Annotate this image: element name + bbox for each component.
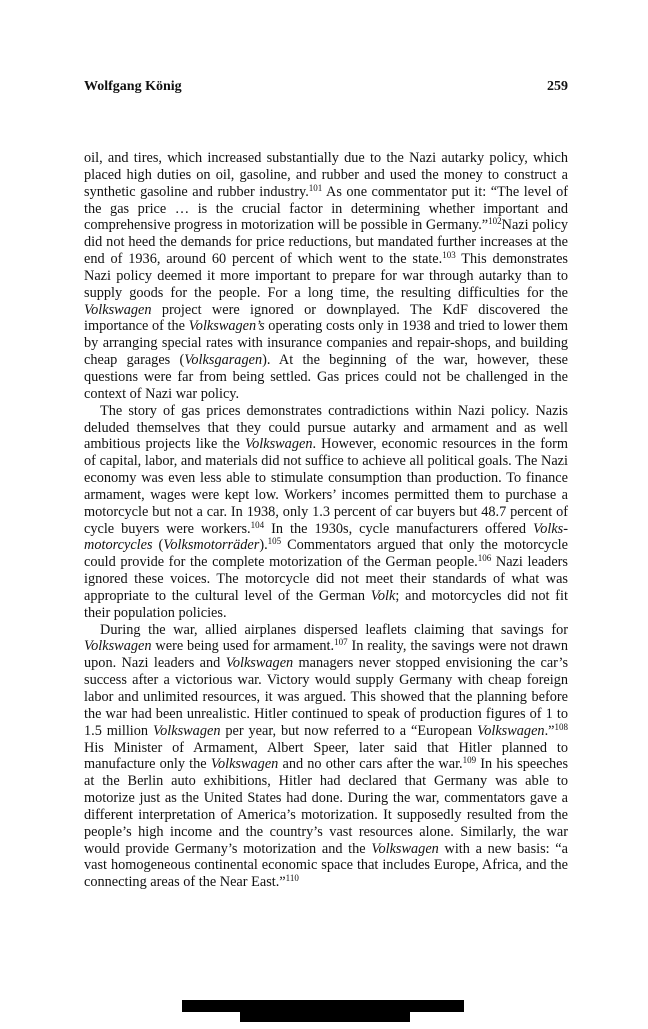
italic-term: Volkswagen [84, 301, 152, 318]
text-run: and no other cars after the war. [278, 756, 463, 773]
text-run: oil, and tires, which increased substantially due to the Nazi autarky policy, which placed high duties on oil, gasoline, and rubber and used the money to construct a synthetic gasoline and rubber industry. [84, 150, 568, 200]
italic-term: Volk [370, 587, 396, 604]
italic-term: Volksgaragen [184, 352, 263, 369]
italic-term: Volkswagen [84, 638, 152, 655]
italic-term: Volkswagen’s [188, 318, 265, 335]
text-run: The story of gas prices demonstrates contradictions within Nazi policy. Nazis deluded themselves that they could pursue autarky and armament and as well ambitious projects like the [84, 402, 568, 453]
footnote-ref: 108 [554, 721, 568, 732]
text-run: This demonstrates Nazi policy deemed it more important to prepare for war through autarky than to supply goods for the people. For a long time, the resulting difficulties for the [84, 251, 568, 301]
text-run: In reality, the savings were not drawn upon. Nazi leaders and [84, 638, 568, 672]
text-run: Nazi leaders ignored these voices. The motorcycle did not meet their standards of what was appropriate to the cultural level of the German [84, 554, 568, 604]
text-run: per year, but now referred to a “European [220, 722, 478, 739]
running-head [84, 79, 568, 99]
paragraph-1 [84, 150, 568, 403]
footnote-ref: 102 [488, 216, 502, 227]
paragraph-2 [84, 403, 568, 622]
text-run: ; and motorcycles did not fit their population policies. [84, 587, 568, 621]
footnote-ref: 103 [442, 250, 456, 261]
italic-term: Volkswagen [225, 655, 294, 672]
footnote-ref: 101 [308, 182, 323, 193]
text-run: ( [152, 537, 164, 554]
text-run: .” [544, 722, 555, 739]
text-run: In his speeches at the Berlin auto exhibitions, Hitler had declared that Germany was able to motorize just as the United States had done. During the war, commentators gave a different interpretation of America’s motorization. It supposedly resulted from the people’s high income and the country’s vast resources alone. Similarly, the war would provide Germany’s motorization and the [84, 756, 569, 857]
paragraph-3 [84, 622, 568, 892]
footnote-ref: 110 [285, 873, 299, 884]
scan-black-bar [182, 1000, 464, 1012]
scan-black-bar [240, 1012, 410, 1022]
italic-term: Volksmotorräder [163, 537, 260, 554]
body-text [84, 150, 568, 891]
italic-term: Volks-motorcycles [84, 520, 568, 554]
text-run: operating costs only in 1938 and tried to lower them by arranging special rates with insurance companies and repair-shops, and building cheap garages ( [84, 318, 568, 369]
italic-term: Volkswagen [152, 722, 221, 739]
text-run: ). [259, 537, 268, 554]
text-run: were being used for armament. [151, 638, 335, 655]
italic-term: Volkswagen [210, 756, 279, 773]
footnote-ref: 107 [334, 637, 348, 648]
footnote-ref: 109 [462, 755, 477, 766]
author-name: Wolfgang König [84, 79, 182, 94]
footnote-ref: 105 [267, 536, 282, 547]
page-number: 259 [547, 79, 568, 94]
text-run: managers never stopped envisioning the car’s success after a victorious war. Victory would supply Germany with cheap foreign labor and unlimited resources, it was argued. This showed that the planning before the war had been unrealistic. Hitler continued to speak of production figures of 1 to 1.5 million [84, 655, 569, 739]
footnote-ref: 106 [477, 553, 492, 564]
text-run: Commentators argued that only the motorcycle could provide for the complete motorization of the German people. [84, 537, 568, 571]
footnote-ref: 104 [250, 519, 265, 530]
text-run: In the 1930s, cycle manufacturers offered [264, 520, 534, 537]
text-run: During the war, allied airplanes dispersed leaflets claiming that savings for [100, 621, 568, 638]
italic-term: Volkswagen [371, 840, 439, 857]
text-run: His Minister of Armament, Albert Speer, later said that Hitler planned to manufacture only the [84, 739, 568, 773]
italic-term: Volkswagen [244, 436, 313, 453]
text-run: ). At the beginning of the war, however, these questions were far from being settled. Gas prices could not be challenged in the context of Nazi war policy. [84, 352, 569, 402]
text-run: As one commentator put it: “The level of the gas price … is the crucial factor in determining whether important and comprehensive progress in motorization will be possible in Germany.” [84, 183, 568, 234]
text-run: Nazi policy did not heed the demands for price reductions, but mandated further increases at the end of 1936, around 60 percent of which went to the state. [84, 217, 568, 268]
italic-term: Volkswagen [477, 722, 545, 739]
text-run: project were ignored or downplayed. The KdF discovered the importance of the [84, 301, 568, 335]
text-run: with a new basis: “a vast homogeneous continental economic space that includes Europe, Africa, and the connecting areas of the Near East.” [84, 840, 568, 891]
text-run: . However, economic resources in the form of capital, labor, and materials did not suffice to achieve all political goals. The Nazi economy was even less able to stimulate consumption than production. To finance armament, wages were kept low. Workers’ incomes permitted them to purchase a motorcycle but not a car. In 1938, only 1.3 percent of car buyers but 48.7 percent of cycle buyers were workers. [84, 436, 568, 537]
